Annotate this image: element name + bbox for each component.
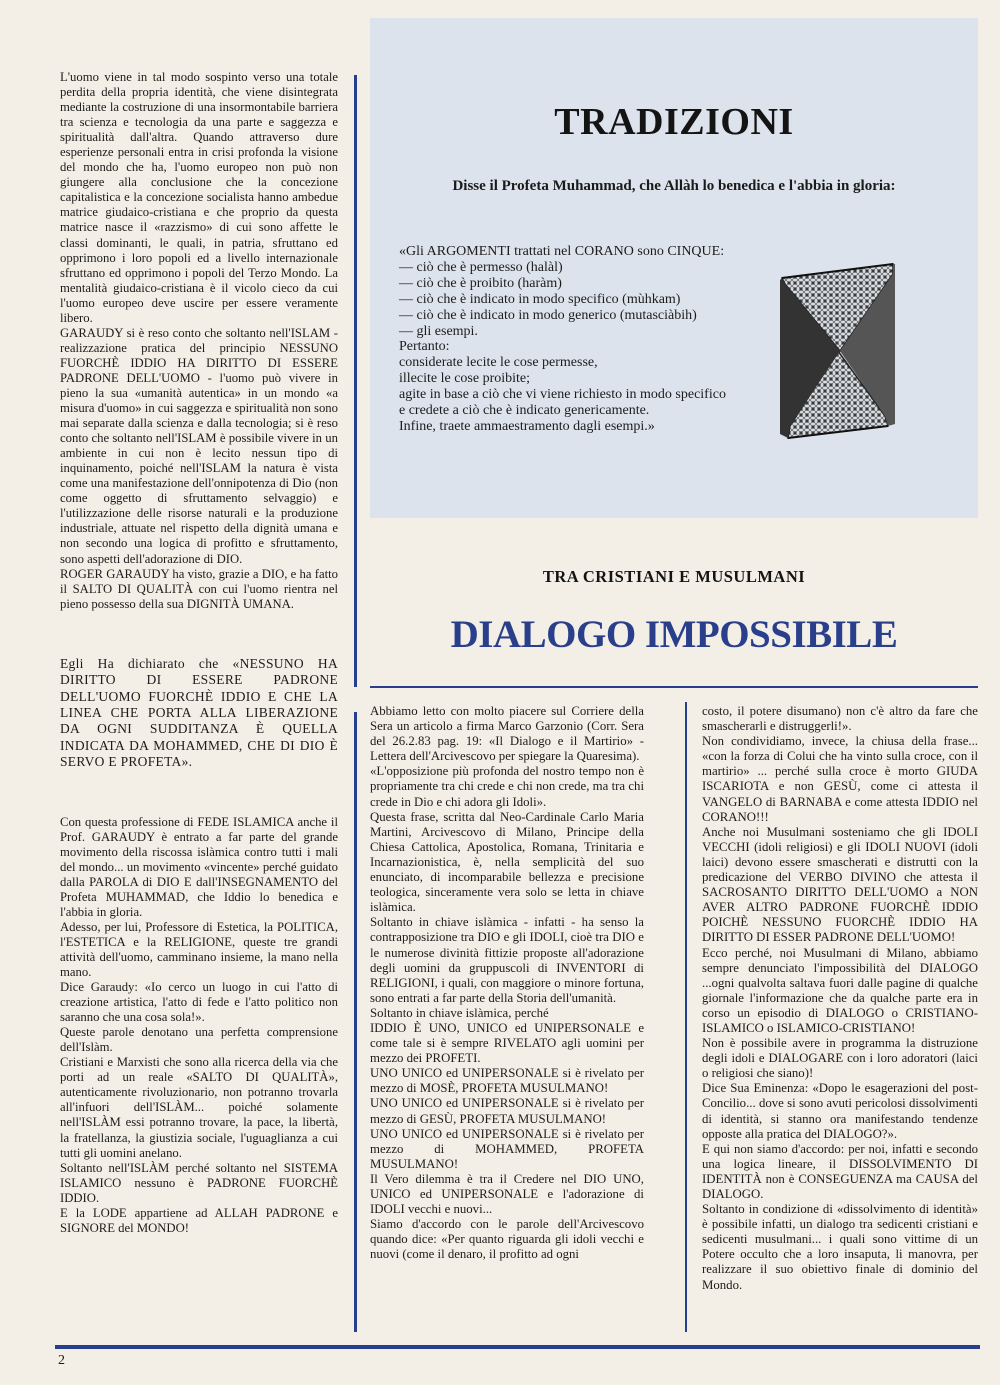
- paragraph: GARAUDY si è reso conto che soltanto nell'ISLAM - realizzazione pratica del principio NESSUNO FUORCHÈ IDDIO HA DIRITTO DI ESSERE PADRONE DELL'UOMO - l'uomo può vivere in pieno la sua «umanità autentica» in un mondo «a misura d'uomo» in cui saggezza e spiritualità non sono mai separate dalla scienza e dalla tecnologia; si è reso conto che soltanto nell'ISLAM è possibile vivere in un ambiente in cui non è lecito nessun tipo di inquinamento, poiché nell'ISLAM la natura è vista come una manifestazione dell'onnipotenza di Dio (non come oggetto di sfruttamento selvaggio) e l'utilizzazione delle risorse naturali e la produzione industriale, attuate nel rispetto della dignità umana e non secondo una logica di profitto e sfruttamento, sono aspetti dell'adorazione di DIO.: [60, 325, 338, 566]
- hadith-line: Pertanto:: [399, 339, 450, 355]
- paragraph: Dice Sua Eminenza: «Dopo le esagerazioni del post-Concilio... dove si sono avuti pericolosi dissolvimenti di identità, si stanno ora manifestando tendenze opposte alla pratica del DIALOGO?».: [702, 1081, 978, 1141]
- hadith-line: — ciò che è permesso (halàl): [399, 259, 563, 275]
- paragraph: UNO UNICO ed UNIPERSONALE si è rivelato per mezzo di MOSÈ, PROFETA MUSULMANO!: [370, 1066, 644, 1096]
- hadith-line: agite in base a ciò che vi viene richiesto in modo specifico: [399, 387, 726, 403]
- article-subtitle: TRA CRISTIANI E MUSULMANI: [542, 567, 806, 586]
- paragraph: Cristiani e Marxisti che sono alla ricerca della via che porti ad un reale «SALTO DI QUALITÀ», autenticamente rivoluzionario, non potranno trovarla all'infuori dell'ISLÀM... poiché solamente nell'ISLÀM essi potranno trovare, la pace, la libertà, la fratellanza, la giustizia sociale, l'uguaglianza a cui tutti gli uomini anelano.: [60, 1055, 338, 1160]
- garaudy-quote: Egli Ha dichiarato che «NESSUNO HA DIRITTO DI ESSERE PADRONE DELL'UOMO FUORCHÈ IDDIO E CHE LA LINEA CHE PORTA ALLA LIBERAZIONE DA OGNI SUDDITANZA È QUELLA INDICATA DA MOHAMMED, CHE DI DIO È SERVO E PROFETA».: [60, 655, 338, 770]
- column-divider: [354, 712, 357, 1332]
- hadith-line: considerate lecite le cose permesse,: [399, 355, 598, 371]
- footer-rule: [55, 1345, 980, 1349]
- paragraph: Adesso, per lui, Professore di Estetica, la POLITICA, l'ESTETICA e la RELIGIONE, queste tre grandi attività dell'uomo, camminano insieme, la mano nella mano.: [60, 919, 338, 979]
- paragraph: IDDIO È UNO, UNICO ed UNIPERSONALE e come tale si è sempre RIVELATO agli uomini per mezzo dei PROFETI.: [370, 1020, 644, 1066]
- hadith-line: e credete a ciò che è indicato genericamente.: [399, 403, 650, 419]
- paragraph: L'uomo viene in tal modo sospinto verso una totale perdita della propria identità, che viene disintegrata mediante la costruzione di una insormontabile barriera tra scienza e tecnologia da una parte e saggezza e spiritualità dall'altra. Quando attraverso dure esperienze personali entra in crisi profonda la visione del mondo che ha, l'uomo europeo non può non giungere alla conclusione che la concezione capitalistica e la concezione socialista hanno ambedue matrice giudaico-cristiana e che proprio da questa matrice nasce il «razzismo» di cui sono affette le classi dominanti, le quali, in patria, sfruttano ed opprimono i loro popoli ed a livello internazionale sfruttano ed opprimono i popoli del Terzo Mondo. La mentalità giudaico-cristiana è il vicolo cieco da cui l'uomo europeo deve uscire per essere veramente libero.: [60, 70, 338, 325]
- paragraph: Il Vero dilemma è tra il Credere nel DIO UNO, UNICO ed UNIPERSONALE e l'adorazione di IDOLI vecchi e nuovi...: [370, 1171, 644, 1217]
- hadith-line: Infine, traete ammaestramento dagli esempi.»: [399, 418, 655, 434]
- hadith-line: illecite le cose proibite;: [399, 371, 531, 387]
- paragraph: Queste parole denotano una perfetta comprensione dell'Islàm.: [60, 1025, 338, 1055]
- article-column-2: [702, 704, 978, 1293]
- quran-stand-illustration: [780, 256, 895, 446]
- tradizioni-title: TRADIZIONI: [554, 101, 794, 143]
- paragraph: «L'opposizione più profonda del nostro tempo non è propriamente tra chi crede e chi non crede, ma tra chi crede in Dio e chi adora gli Idoli».: [370, 764, 644, 809]
- tradizioni-box: [370, 18, 978, 518]
- hadith-line: «Gli ARGOMENTI trattati nel CORANO sono CINQUE:: [399, 244, 725, 259]
- hadith-line: — ciò che è indicato in modo generico (mutasciàbih): [399, 307, 697, 323]
- hadith-line: — ciò che è indicato in modo specifico (mùhkam): [399, 291, 681, 307]
- paragraph: Soltanto in condizione di «dissolvimento di identità» è possibile infatti, un dialogo tra sedicenti cristiani e sedicenti musulmani... i quali sono vittime di un Potere occulto che a loro insaputa, li manovra, per realizzare il suo obiettivo finale di dominio del Mondo.: [702, 1202, 978, 1292]
- paragraph: Non condividiamo, invece, la chiusa della frase... «con la forza di Colui che ha vinto sulla croce, con il martirio» ... perché sulla croce è morto GIUDA ISCARIOTA e non GESÙ, come ci attesta il VANGELO di BARNABA e come attesta IDDIO nel CORANO!!!: [702, 734, 978, 824]
- paragraph: Soltanto in chiave islàmica, perché: [370, 1005, 549, 1020]
- headline-rule: [370, 686, 978, 688]
- hadith-text: [399, 244, 779, 435]
- paragraph: Questa frase, scritta dal Neo-Cardinale Carlo Maria Martini, Arcivescovo di Milano, Principe della Chiesa Cattolica, Apostolica, Romana, Trinitaria e Incarnazionistica, è, nella semplicità del suo enunciato, di incomparabile bellezza e precisione teologica, sinceramente vera solo se letta in chiave islàmica.: [370, 809, 644, 915]
- paragraph: Ecco perché, noi Musulmani di Milano, abbiamo sempre denunciato l'impossibilità del DIALOGO ...ogni qualvolta saltava fuori dalle pagine di qualche giornale l'informazione che da qualche parte era in corso un episodio di DIALOGO o CRISTIANO-ISLAMICO o ISLAMICO-CRISTIANO!: [702, 945, 978, 1035]
- article-title: DIALOGO IMPOSSIBILE: [450, 613, 898, 656]
- paragraph: Dice Garaudy: «Io cerco un luogo in cui l'atto di creazione artistica, l'atto di fede e l'atto politico non saranno che una cosa sola!».: [60, 980, 338, 1025]
- paragraph: Abbiamo letto con molto piacere sul Corriere della Sera un articolo a firma Marco Garzonio (Corr. Sera del 26.2.83 pag. 19: «Il Dialogo e il Martirio» - Lettera dell'Arcivescovo per spiegare la Quaresima).: [370, 704, 644, 764]
- paragraph: Siamo d'accordo con le parole dell'Arcivescovo quando dice: «Per quanto riguarda gli idoli vecchi e nuovi (come il denaro, il profitto ad ogni: [370, 1217, 644, 1262]
- paragraph: costo, il potere disumano) non c'è altro da fare che smascherarli e distruggerli!».: [702, 704, 978, 734]
- paragraph: E la LODE appartiene ad ALLAH PADRONE e SIGNORE del MONDO!: [60, 1205, 338, 1235]
- paragraph: Non è possibile avere in programma la distruzione degli idoli e DIALOGARE con i loro adoratori (laici o religiosi che siano)!: [702, 1036, 978, 1081]
- tradizioni-intro: Disse il Profeta Muhammad, che Allàh lo benedica e l'abbia in gloria:: [452, 178, 896, 194]
- paragraph: E qui non siamo d'accordo: per noi, infatti e secondo una logica lineare, il DISSOLVIMENTO DI IDENTITÀ non è CONSEGUENZA ma CAUSA del DIALOGO.: [702, 1141, 978, 1201]
- paragraph: Soltanto in chiave islàmica - infatti - ha senso la contrapposizione tra DIO e gli IDOLI, cioè tra DIO e le numerose divinità fittizie proposte all'adorazione degli uomini da gruppuscoli di INVENTORI di RELIGIONI, i quali, con maggiore o minore fortuna, sono entrati a far parte della Storia dell'umanità.: [370, 915, 644, 1005]
- page-number: 2: [58, 1353, 65, 1368]
- paragraph: UNO UNICO ed UNIPERSONALE si è rivelato per mezzo di GESÙ, PROFETA MUSULMANO!: [370, 1096, 644, 1126]
- hadith-line: — ciò che è proibito (haràm): [399, 275, 562, 291]
- article-column-1: [370, 704, 644, 1262]
- paragraph: UNO UNICO ed UNIPERSONALE si è rivelato per mezzo di MOHAMMED, PROFETA MUSULMANO!: [370, 1126, 644, 1171]
- paragraph: Con questa professione di FEDE ISLAMICA anche il Prof. GARAUDY è entrato a far parte del grande movimento della riscossa islàmica contro tutti i mali del mondo... un movimento «vincente» perché guidato dalla PAROLA di DIO E dall'INSEGNAMENTO del Profeta MUHAMMAD, che Iddio lo benedica e l'abbia in gloria.: [60, 814, 338, 919]
- column-divider: [685, 702, 687, 1332]
- column-divider: [354, 75, 357, 687]
- hadith-line: — gli esempi.: [399, 323, 478, 339]
- paragraph: Soltanto nell'ISLÀM perché soltanto nel SISTEMA ISLAMICO nessuno è PADRONE FUORCHÈ IDDIO.: [60, 1160, 338, 1205]
- left-column: [60, 70, 338, 1236]
- paragraph: Anche noi Musulmani sosteniamo che gli IDOLI VECCHI (idoli religiosi) e gli IDOLI NUOVI (idoli laici) devono essere smascherati e distrutti con la predicazione del VERBO DIVINO che attesta il SACROSANTO DIRITTO DELL'UOMO a NON AVER ALTRO PADRONE FUORCHÈ IDDIO POICHÈ NESSUNO FUORCHÈ IDDIO HA DIRITTO DI ESSER PADRONE DELL'UOMO!: [702, 824, 978, 945]
- paragraph: ROGER GARAUDY ha visto, grazie a DIO, e ha fatto il SALTO DI QUALITÀ con cui l'uomo rientra nel pieno possesso della sua DIGNITÀ UMANA.: [60, 566, 338, 611]
